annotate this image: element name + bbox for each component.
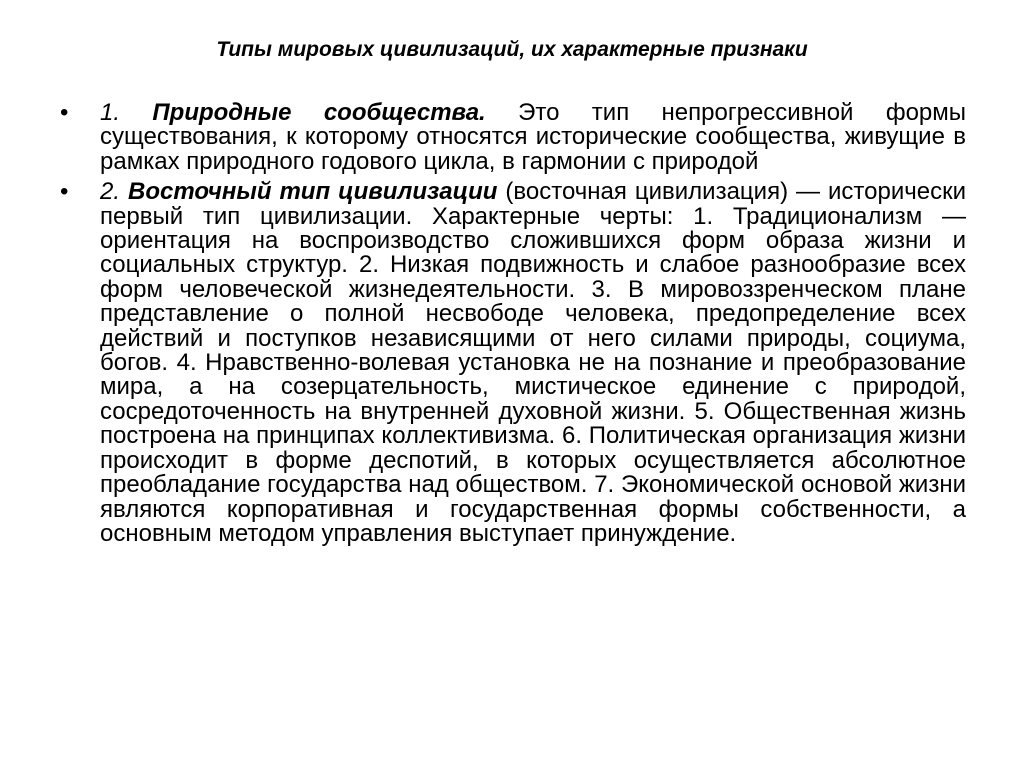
bullet-icon: • xyxy=(60,178,69,206)
bullet-list xyxy=(60,101,966,552)
bullet-icon: • xyxy=(60,99,69,126)
bullet-item-eastern-civilization xyxy=(60,180,966,546)
item-heading: Природные сообщества. xyxy=(152,99,486,126)
item-number: 2. xyxy=(100,178,121,206)
item-text: (восточная цивилизация) — исторически первый тип цивилизации. Характерные черты: 1. Традиционализм — ориентация на воспроизводство сложившихся форм образа жизни и социальных структур. 2. Низкая подвижность и слабое разнообразие всех форм человеческой жизнедеятельности. 3. В мировоззренческом плане представление о полной несвободе человека, предопределение всех действий и поступков независящими от него силами природы, социума, богов. 4. Нравственно-волевая установка не на познание и преобразование мира, а на созерцательность, мистическое единение с природой, сосредоточенность на внутренней духовной жизни. 5. Общественная жизнь построена на принципах коллективизма. 6. Политическая организация жизни происходит в форме деспотий, в которых осуществляется абсолютное преобладание государства над обществом. 7. Экономической основой жизни являются корпоративная и государственная формы собственности, а основным методом управления выступает принуждение. xyxy=(100,178,967,547)
item-number: 1. xyxy=(100,99,121,126)
item-text: Это тип непрогрессивной формы существования, к которому относятся исторические сообщества, живущие в рамках природного годового цикла, в гармонии с природой xyxy=(100,99,967,175)
item-heading: Восточный тип цивилизации xyxy=(128,178,498,206)
bullet-item-natural-communities xyxy=(60,101,966,174)
slide-title: Типы мировых цивилизаций, их характерные признаки xyxy=(216,38,808,61)
